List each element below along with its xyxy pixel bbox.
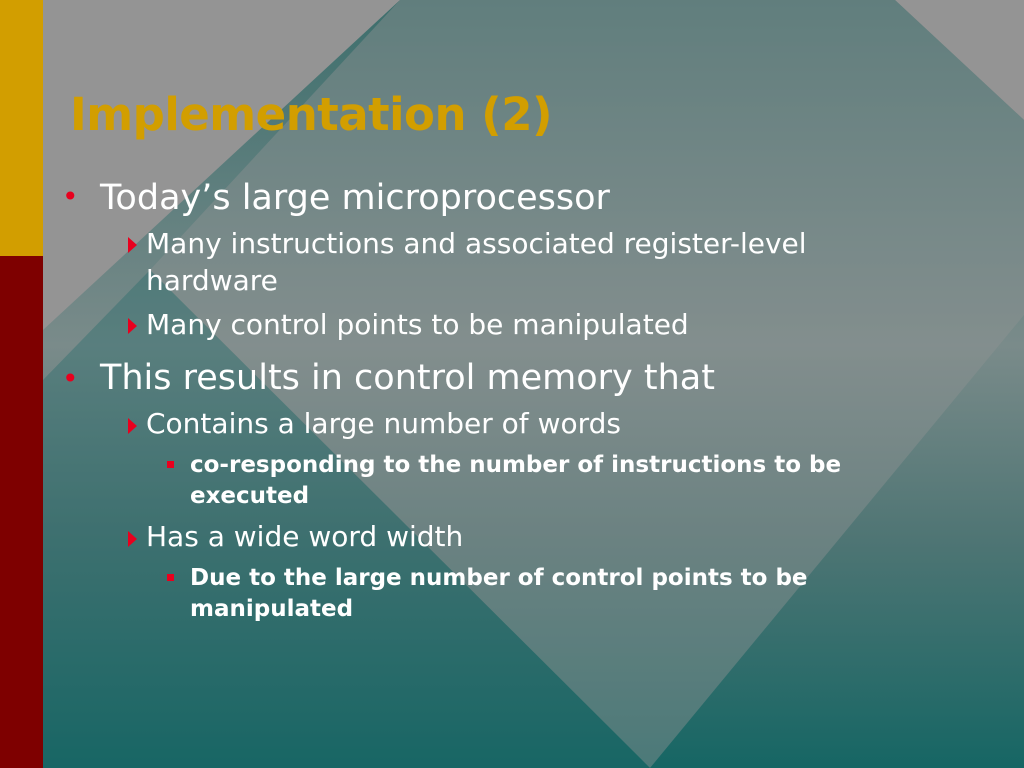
left-bar-gold: [0, 0, 43, 256]
square-bullet-icon: [167, 574, 174, 581]
bullet-2-sub-2-sub-line1: Due to the large number of control points to be: [190, 565, 808, 591]
bullet-2-sub-1-line1: Contains a large number of words: [146, 407, 621, 440]
left-bar-red: [0, 256, 43, 768]
bullet-2-sub-1-sub-line1: co-responding to the number of instructions to be: [190, 452, 842, 478]
bullet-1-sub-1-line2: hardware: [146, 264, 278, 297]
arrow-bullet-icon: [128, 418, 137, 434]
arrow-bullet-icon: [128, 531, 137, 547]
bullet-2-sub-2-line1: Has a wide word width: [146, 520, 464, 553]
square-bullet-icon: [167, 461, 174, 468]
bullet-dot-icon: •: [62, 180, 79, 213]
bullet-2-sub-2-sub-line2: manipulated: [190, 596, 354, 622]
bullet-dot-icon: •: [62, 362, 79, 395]
bullet-2-text: This results in control memory that: [100, 358, 715, 398]
bullet-1-sub-2-line1: Many control points to be manipulated: [146, 308, 689, 341]
bullet-1-text: Today’s large microprocessor: [100, 178, 610, 218]
slide-title: Implementation (2): [70, 88, 553, 141]
bullet-1-sub-1-line1: Many instructions and associated register-level: [146, 227, 807, 260]
bullet-2-sub-1-sub-line2: executed: [190, 483, 310, 509]
arrow-bullet-icon: [128, 318, 137, 334]
arrow-bullet-icon: [128, 237, 137, 253]
